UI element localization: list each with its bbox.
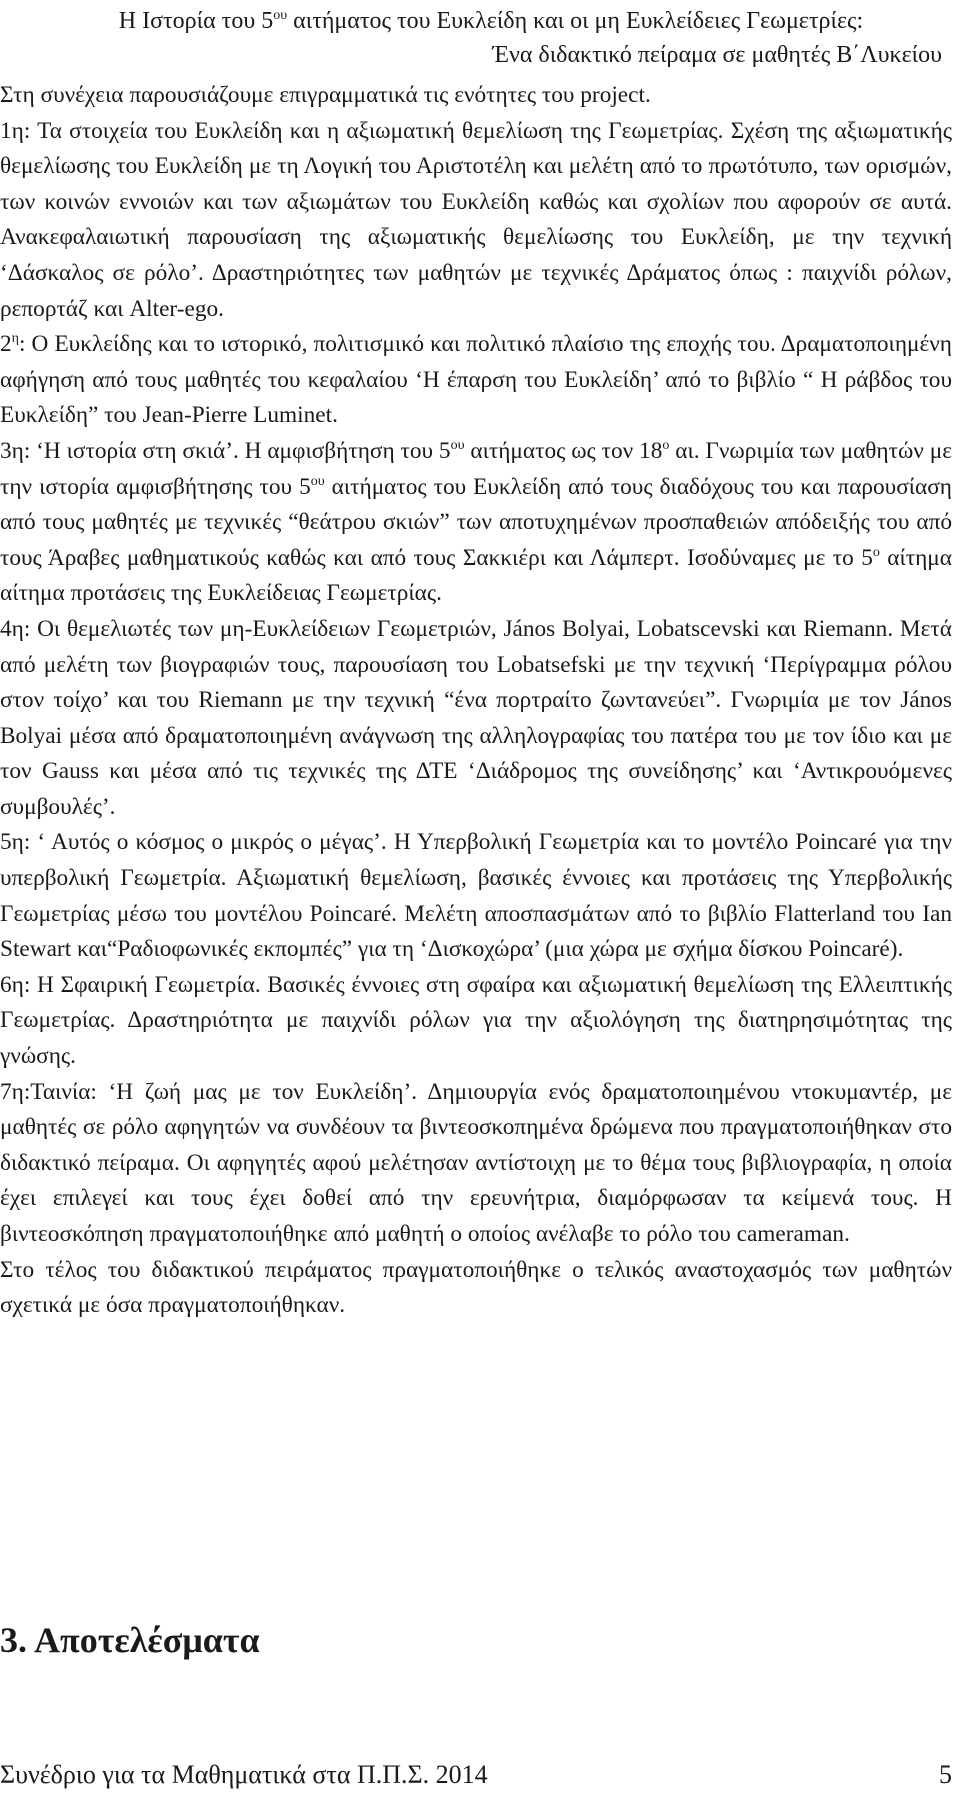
header-title: Η Ιστορία του $5^{o\upsilon}$ αιτήματος του Ευκλείδη και οι μη Ευκλείδειες Γεωμετρίες: [118, 8, 864, 34]
running-header [40, 4, 942, 72]
unit-2-paragraph: $2^\eta$: Ο Ευκλείδης και το ιστορικό, πολιτισμικό και πολιτικό πλαίσιο της εποχής του. Δραματοποιημένη αφήγηση από τους μαθητές του κεφαλαίου ‘Η έπαρση του Ευκλείδη’ από το βιβλίο “ Η ράβδος του Ευκλείδη” του Jean-Pierre Luminet. [0, 331, 952, 429]
page-footer [0, 1758, 952, 1792]
unit-7-paragraph: 7η:Ταινία: ‘Η ζωή μας με τον Ευκλείδη’. Δημιουργία ενός δραματοποιημένου ντοκυμαντέρ, με μαθητές σε ρόλο αφηγητών να συνδέουν τα βιντεοσκοπημένα δρώμενα που πραγματοποιήθηκαν στο διδακτικό πείραμα. Οι αφηγητές αφού μελέτησαν αντίστοιχη με το θέμα τους βιβλιογραφία, η οποία έχει επιλεγεί και τους έχει δοθεί από την ερευνήτρια, διαμόρφωσαν τα κείμενά τους. Η βιντεοσκόπηση πραγματοποιήθηκε από μαθητή ο οποίος ανέλαβε το ρόλο του cameraman. [0, 1078, 952, 1247]
page-number: 5 [939, 1760, 952, 1789]
unit-6-paragraph: 6η: Η Σφαιρική Γεωμετρία. Βασικές έννοιες στη σφαίρα και αξιωματική θεμελίωση της Ελλειπτικής Γεωμετρίας. Δραστηριότητα με παιχνίδι ρόλων για την αξιολόγηση της διατηρησιμότητας της γνώσης. [0, 971, 952, 1070]
unit-4-paragraph: 4η: Οι θεμελιωτές των μη-Ευκλείδειων Γεωμετριών, János Bolyai, Lobatscevski και Riemann. Μετά από μελέτη των βιογραφιών τους, παρουσίαση του Lobatsefski με την τεχνική ‘Περίγραμμα ρόλου στον τοίχο’ και του Riemann με την τεχνική “ένα πορτραίτο ζωντανεύει”. Γνωριμία με τον János Bolyai μέσα από δραματοποιημένη ανάγνωση της αλληλογραφίας του πατέρα του με τον ίδιο και με τον Gauss και μέσα από τις τεχνικές της ΔΤΕ ‘Διάδρομος της συνείδησης’ και ‘Αντικρουόμενες συμβουλές’. [0, 615, 952, 820]
unit-3-paragraph: 3η: ‘Η ιστορία στη σκιά’. Η αμφισβήτηση του $5^{o\upsilon}$ αιτήματος ως τον $18^o$ αι. Γνωριμία των μαθητών με την ιστορία αμφισβήτησης του $5^{o\upsilon}$ αιτήματος του Ευκλείδη από τους διαδόχους του και παρουσίαση από τους μαθητές με τεχνικές “θεάτρου σκιών” των αποτυχημένων προσπαθειών απόδειξής του από τους Άραβες μαθηματικούς καθώς και από τους Σακκιέρι και Λάμπερτ. Ισοδύναμες με το $5^o$ αίτημα αίτημα προτάσεις της Ευκλείδειας Γεωμετρίας. [0, 437, 952, 607]
header-subtitle: Ένα διδακτικό πείραμα σε μαθητές Β΄Λυκείου [492, 42, 942, 68]
intro-paragraph: Στη συνέχεια παρουσιάζουμε επιγραμματικά τις ενότητες του project. [0, 82, 651, 108]
section-heading: 3. Αποτελέσματα [0, 1620, 260, 1660]
unit-5-paragraph: 5η: ‘ Αυτός ο κόσμος ο μικρός ο μέγας’. Η Υπερβολική Γεωμετρία και το μοντέλο Poincaré για την υπερβολική Γεωμετρία. Αξιωματική θεμελίωση, βασικές έννοιες και προτάσεις της Υπερβολικής Γεωμετρίας μέσω του μοντέλου Poincaré. Μελέτη αποσπασμάτων από το βιβλίο Flatterland του Ian Stewart και“Ραδιοφωνικές εκπομπές” για τη ‘Δισκοχώρα’ (μια χώρα με σχήμα δίσκου Poincaré). [0, 829, 952, 963]
closing-paragraph: Στο τέλος του διδακτικού πειράματος πραγματοποιήθηκε ο τελικός αναστοχασμός των μαθητών σχετικά με όσα πραγματοποιήθηκαν. [0, 1256, 952, 1319]
footer-conference: Συνέδριο για τα Μαθηματικά στα Π.Π.Σ. 2014 [0, 1760, 488, 1789]
unit-1-paragraph: 1η: Τα στοιχεία του Ευκλείδη και η αξιωματική θεμελίωση της Γεωμετρίας. Σχέση της αξιωματικής θεμελίωσης του Ευκλείδη με τη Λογική του Αριστοτέλη και μελέτη από το πρωτότυπο, των ορισμών, των κοινών εννοιών και των αξιωμάτων του Ευκλείδη καθώς και σχολίων που αφορούν σε αυτά. Ανακεφαλαιωτική παρουσίαση της αξιωματικής θεμελίωσης του Ευκλείδη, με την τεχνική ‘Δάσκαλος σε ρόλο’. Δραστηριότητες των μαθητών με τεχνικές Δράματος όπως : παιχνίδι ρόλων, ρεπορτάζ και Alter-ego. [0, 117, 952, 322]
body-text [0, 78, 952, 1324]
